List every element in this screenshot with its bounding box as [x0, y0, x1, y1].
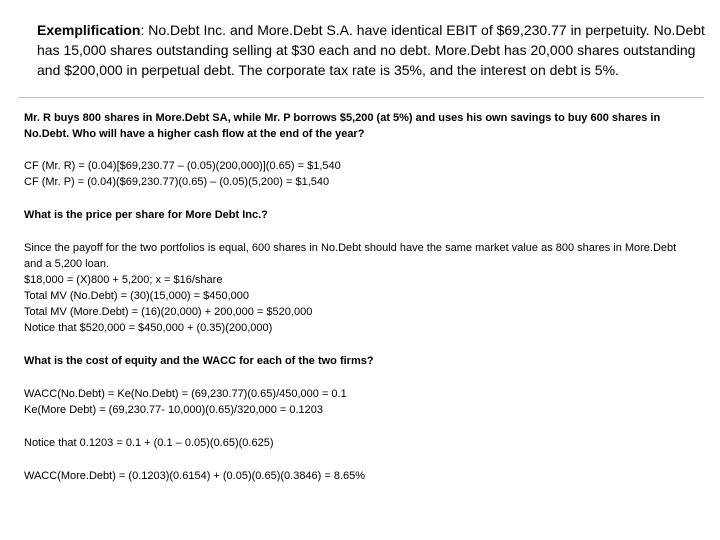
- answer-3-line-1: WACC(No.Debt) = Ke(No.Debt) = (69,230.77)(0.65)/450,000 = 0.1: [24, 388, 347, 400]
- answer-1-line-2: CF (Mr. P) = (0.04)($69,230.77)(0.65) – (0.05)(5,200) = $1,540: [24, 176, 330, 188]
- answer-2-line-3: Total MV (No.Debt) = (30)(15,000) = $450,000: [24, 290, 250, 302]
- answer-3-line-4: WACC(More.Debt) = (0.1203)(0.6154) + (0.05)(0.65)(0.3846) = 8.65%: [24, 470, 366, 482]
- question-1: Mr. R buys 800 shares in More.Debt SA, while Mr. P borrows $5,200 (at 5%) and uses his own savings to buy 600 shares in No.Debt. Who will have a higher cash flow at the end of the year?: [24, 112, 661, 140]
- answer-2-line-1: Since the payoff for the two portfolios is equal, 600 shares in No.Debt should have the same market value as 800 shares in More.Debt and a 5,200 loan.: [24, 242, 677, 270]
- question-2: What is the price per share for More Debt Inc.?: [24, 209, 268, 221]
- answer-2-line-4: Total MV (More.Debt) = (16)(20,000) + 200,000 = $520,000: [24, 306, 313, 318]
- section-divider: [18, 97, 704, 98]
- problem-lead: Exemplification: [37, 22, 141, 38]
- problem-statement: [37, 20, 707, 80]
- answer-2-line-2: $18,000 = (X)800 + 5,200; x = $16/share: [24, 274, 223, 286]
- answer-2-line-5: Notice that $520,000 = $450,000 + (0.35)(200,000): [24, 322, 273, 334]
- question-3: What is the cost of equity and the WACC for each of the two firms?: [24, 355, 374, 367]
- problem-text: : No.Debt Inc. and More.Debt S.A. have identical EBIT of $69,230.77 in perpetuity. No.Debt has 15,000 shares outstanding selling at $30 each and no debt. More.Debt has 20,000 shares outstanding and $200,000 in perpetual debt. The corporate tax rate is 35%, and the interest on debt is 5%.: [37, 22, 705, 78]
- answer-3-line-3: Notice that 0.1203 = 0.1 + (0.1 – 0.05)(0.65)(0.625): [24, 437, 274, 449]
- answer-3-line-2: Ke(More Debt) = (69,230.77- 10,000)(0.65)/320,000 = 0.1203: [24, 404, 324, 416]
- answer-1-line-1: CF (Mr. R) = (0.04)[$69,230.77 – (0.05)(200,000)](0.65) = $1,540: [24, 160, 341, 172]
- solution-body: [24, 110, 694, 484]
